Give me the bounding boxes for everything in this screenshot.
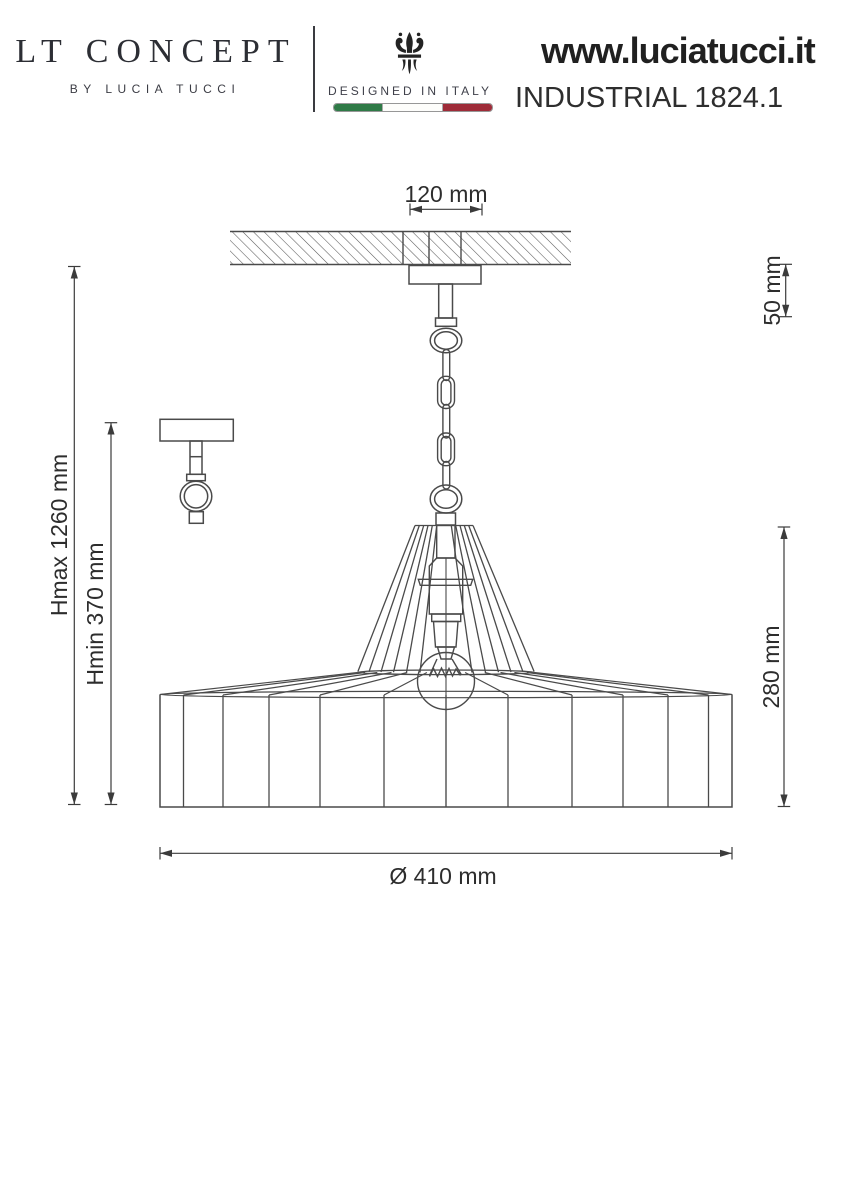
- canopy-mount: [409, 266, 481, 327]
- detail-ceiling-mount: [160, 419, 233, 523]
- suspension-chain: [438, 350, 455, 490]
- website-url: www.luciatucci.it: [541, 30, 815, 71]
- shade-drum: [160, 695, 732, 808]
- dim-height-min-label: Hmin 370 mm: [82, 542, 108, 686]
- brand-logo-subtitle: BY LUCIA TUCCI: [69, 82, 241, 96]
- dim-diameter: [160, 847, 732, 860]
- brand-logo-title: LT CONCEPT: [15, 33, 297, 70]
- dim-canopy-width-label: 120 mm: [404, 181, 488, 207]
- dim-ceiling-drop-label: 50 mm: [759, 255, 785, 326]
- dim-height-max-label: Hmax 1260 mm: [46, 453, 72, 617]
- product-model: INDUSTRIAL 1824.1: [515, 82, 784, 114]
- ceiling-hatch: [230, 232, 571, 265]
- designed-in-italy-label: DESIGNED IN ITALY: [328, 84, 492, 98]
- hook-ring-bottom: [430, 485, 462, 525]
- dim-shade-height-label: 280 mm: [758, 625, 784, 709]
- dim-diameter-label: Ø 410 mm: [389, 863, 497, 889]
